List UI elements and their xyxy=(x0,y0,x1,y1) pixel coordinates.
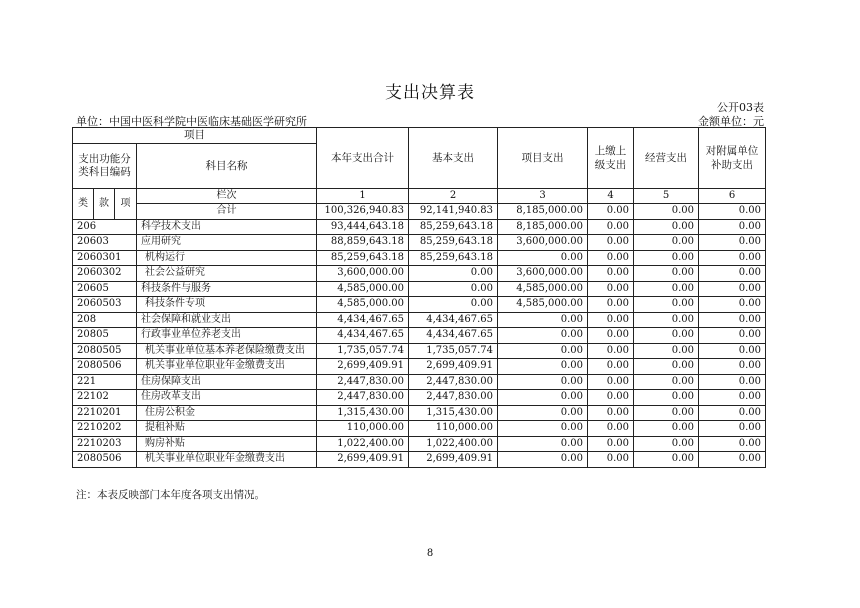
row-code: 2210202 xyxy=(73,421,137,437)
row-value: 85,259,643.18 xyxy=(409,219,498,235)
row-value: 0.00 xyxy=(588,421,634,437)
row-value: 0.00 xyxy=(634,390,699,406)
row-value: 0.00 xyxy=(634,374,699,390)
row-value: 8,185,000.00 xyxy=(498,219,588,235)
table-row xyxy=(73,359,766,375)
row-value: 4,434,467.65 xyxy=(317,312,409,328)
row-code: 20605 xyxy=(73,281,137,297)
row-name: 购房补贴 xyxy=(137,436,317,452)
row-name: 住房改革支出 xyxy=(137,390,317,406)
header-code: 支出功能分类科目编码 xyxy=(73,143,137,188)
row-value: 0.00 xyxy=(409,266,498,282)
header-basic: 基本支出 xyxy=(409,128,498,189)
table-row xyxy=(73,436,766,452)
row-value: 0.00 xyxy=(588,390,634,406)
row-value: 0.00 xyxy=(699,235,766,251)
header-subsidy: 对附属单位补助支出 xyxy=(699,128,766,189)
header-total: 本年支出合计 xyxy=(317,128,409,189)
header-lei: 类 xyxy=(73,188,94,219)
row-value: 0.00 xyxy=(699,436,766,452)
row-value: 0.00 xyxy=(699,312,766,328)
row-name: 科学技术支出 xyxy=(137,219,317,235)
row-value: 1,735,057.74 xyxy=(409,343,498,359)
row-code: 2060301 xyxy=(73,250,137,266)
row-value: 0.00 xyxy=(699,359,766,375)
row-value: 4,585,000.00 xyxy=(317,281,409,297)
row-value: 0.00 xyxy=(634,359,699,375)
row-name: 机关事业单位基本养老保险缴费支出 xyxy=(137,343,317,359)
row-value: 1,022,400.00 xyxy=(317,436,409,452)
total-label: 合计 xyxy=(137,204,317,220)
row-code: 20805 xyxy=(73,328,137,344)
row-value: 0.00 xyxy=(634,281,699,297)
row-value: 0.00 xyxy=(498,328,588,344)
col-num: 2 xyxy=(409,188,498,204)
row-value: 0.00 xyxy=(498,421,588,437)
table-row xyxy=(73,266,766,282)
header-xiang: 项 xyxy=(115,188,137,219)
row-value: 0.00 xyxy=(634,219,699,235)
header-business: 经营支出 xyxy=(634,128,699,189)
row-value: 1,315,430.00 xyxy=(317,405,409,421)
row-name: 行政事业单位养老支出 xyxy=(137,328,317,344)
total-row xyxy=(73,204,766,220)
row-code: 2080505 xyxy=(73,343,137,359)
row-value: 0.00 xyxy=(498,374,588,390)
row-value: 110,000.00 xyxy=(317,421,409,437)
row-value: 0.00 xyxy=(634,421,699,437)
row-value: 0.00 xyxy=(498,312,588,328)
table-row xyxy=(73,452,766,468)
row-value: 2,699,409.91 xyxy=(317,359,409,375)
row-value: 0.00 xyxy=(699,328,766,344)
row-name: 机构运行 xyxy=(137,250,317,266)
table-row xyxy=(73,405,766,421)
row-value: 0.00 xyxy=(498,452,588,468)
row-code: 206 xyxy=(73,219,137,235)
row-value: 0.00 xyxy=(699,390,766,406)
row-value: 0.00 xyxy=(588,297,634,313)
table-row xyxy=(73,421,766,437)
table-row xyxy=(73,235,766,251)
row-code: 2060302 xyxy=(73,266,137,282)
row-value: 2,699,409.91 xyxy=(409,359,498,375)
total-value: 8,185,000.00 xyxy=(498,204,588,220)
row-code: 2080506 xyxy=(73,452,137,468)
row-value: 0.00 xyxy=(498,436,588,452)
row-value: 1,022,400.00 xyxy=(409,436,498,452)
row-value: 0.00 xyxy=(588,312,634,328)
row-value: 3,600,000.00 xyxy=(498,266,588,282)
table-row xyxy=(73,343,766,359)
row-value: 0.00 xyxy=(699,452,766,468)
row-value: 0.00 xyxy=(634,235,699,251)
total-value: 92,141,940.83 xyxy=(409,204,498,220)
col-num: 6 xyxy=(699,188,766,204)
row-code: 2210201 xyxy=(73,405,137,421)
header-item: 项目 xyxy=(73,128,317,144)
header-kuan: 款 xyxy=(94,188,115,219)
row-value: 0.00 xyxy=(634,405,699,421)
row-value: 0.00 xyxy=(634,250,699,266)
col-num: 5 xyxy=(634,188,699,204)
header-name: 科目名称 xyxy=(137,143,317,188)
row-name: 住房公积金 xyxy=(137,405,317,421)
table-row xyxy=(73,374,766,390)
row-value: 2,447,830.00 xyxy=(317,374,409,390)
row-value: 0.00 xyxy=(409,281,498,297)
total-value: 0.00 xyxy=(699,204,766,220)
col-num: 1 xyxy=(317,188,409,204)
table-row xyxy=(73,390,766,406)
row-value: 0.00 xyxy=(699,266,766,282)
table-row xyxy=(73,219,766,235)
total-value: 100,326,940.83 xyxy=(317,204,409,220)
row-value: 0.00 xyxy=(699,374,766,390)
row-value: 0.00 xyxy=(498,390,588,406)
row-value: 4,585,000.00 xyxy=(498,281,588,297)
row-value: 4,585,000.00 xyxy=(498,297,588,313)
row-name: 提租补贴 xyxy=(137,421,317,437)
form-number: 公开03表 xyxy=(717,101,764,114)
row-value: 0.00 xyxy=(588,235,634,251)
table-row xyxy=(73,250,766,266)
row-value: 0.00 xyxy=(498,343,588,359)
row-value: 0.00 xyxy=(699,405,766,421)
row-value: 4,434,467.65 xyxy=(409,328,498,344)
row-name: 科技条件专项 xyxy=(137,297,317,313)
row-value: 0.00 xyxy=(699,250,766,266)
row-name: 机关事业单位职业年金缴费支出 xyxy=(137,359,317,375)
total-value: 0.00 xyxy=(588,204,634,220)
row-value: 4,585,000.00 xyxy=(317,297,409,313)
row-value: 2,447,830.00 xyxy=(317,390,409,406)
row-value: 0.00 xyxy=(588,266,634,282)
row-code: 2080506 xyxy=(73,359,137,375)
row-value: 0.00 xyxy=(498,250,588,266)
row-value: 2,447,830.00 xyxy=(409,374,498,390)
row-value: 0.00 xyxy=(498,405,588,421)
row-value: 0.00 xyxy=(588,452,634,468)
row-value: 0.00 xyxy=(588,359,634,375)
row-value: 0.00 xyxy=(588,328,634,344)
row-value: 0.00 xyxy=(409,297,498,313)
col-num: 3 xyxy=(498,188,588,204)
row-value: 3,600,000.00 xyxy=(317,266,409,282)
row-value: 88,859,643.18 xyxy=(317,235,409,251)
row-value: 0.00 xyxy=(588,250,634,266)
row-value: 0.00 xyxy=(588,281,634,297)
row-code: 22102 xyxy=(73,390,137,406)
header-row-1 xyxy=(73,128,766,144)
header-lanci: 栏次 xyxy=(137,188,317,204)
row-value: 0.00 xyxy=(588,436,634,452)
table-row xyxy=(73,328,766,344)
row-value: 0.00 xyxy=(634,266,699,282)
row-name: 住房保障支出 xyxy=(137,374,317,390)
table-row xyxy=(73,312,766,328)
expenditure-table xyxy=(72,127,766,468)
row-value: 1,315,430.00 xyxy=(409,405,498,421)
row-code: 20603 xyxy=(73,235,137,251)
row-code: 2210203 xyxy=(73,436,137,452)
row-value: 4,434,467.65 xyxy=(317,328,409,344)
row-value: 0.00 xyxy=(498,359,588,375)
row-code: 208 xyxy=(73,312,137,328)
row-value: 85,259,643.18 xyxy=(409,235,498,251)
header-project: 项目支出 xyxy=(498,128,588,189)
row-value: 2,699,409.91 xyxy=(317,452,409,468)
row-value: 0.00 xyxy=(634,297,699,313)
row-value: 0.00 xyxy=(588,219,634,235)
row-value: 0.00 xyxy=(634,452,699,468)
table-row xyxy=(73,297,766,313)
header-upper: 上缴上级支出 xyxy=(588,128,634,189)
header-row-4 xyxy=(73,188,766,204)
row-value: 0.00 xyxy=(699,421,766,437)
row-value: 0.00 xyxy=(699,219,766,235)
row-value: 0.00 xyxy=(588,374,634,390)
col-num: 4 xyxy=(588,188,634,204)
page-number: 8 xyxy=(426,548,434,559)
row-name: 机关事业单位职业年金缴费支出 xyxy=(137,452,317,468)
row-value: 0.00 xyxy=(699,281,766,297)
row-value: 2,447,830.00 xyxy=(409,390,498,406)
row-value: 0.00 xyxy=(588,343,634,359)
page-title: 支出决算表 xyxy=(385,83,475,103)
row-value: 93,444,643.18 xyxy=(317,219,409,235)
row-value: 2,699,409.91 xyxy=(409,452,498,468)
row-value: 0.00 xyxy=(699,297,766,313)
row-name: 应用研究 xyxy=(137,235,317,251)
row-value: 0.00 xyxy=(699,343,766,359)
row-value: 3,600,000.00 xyxy=(498,235,588,251)
row-value: 0.00 xyxy=(634,312,699,328)
row-code: 2060503 xyxy=(73,297,137,313)
currency-label: 金额单位：元 xyxy=(698,115,764,128)
row-name: 社会保障和就业支出 xyxy=(137,312,317,328)
row-value: 4,434,467.65 xyxy=(409,312,498,328)
row-value: 110,000.00 xyxy=(409,421,498,437)
row-value: 85,259,643.18 xyxy=(409,250,498,266)
row-code: 221 xyxy=(73,374,137,390)
row-value: 85,259,643.18 xyxy=(317,250,409,266)
row-value: 0.00 xyxy=(634,343,699,359)
total-value: 0.00 xyxy=(634,204,699,220)
table-row xyxy=(73,281,766,297)
row-value: 1,735,057.74 xyxy=(317,343,409,359)
table-note: 注：本表反映部门本年度各项支出情况。 xyxy=(76,489,265,501)
row-value: 0.00 xyxy=(634,328,699,344)
row-value: 0.00 xyxy=(634,436,699,452)
row-value: 0.00 xyxy=(588,405,634,421)
row-name: 社会公益研究 xyxy=(137,266,317,282)
row-name: 科技条件与服务 xyxy=(137,281,317,297)
unit-label: 单位：中国中医科学院中医临床基础医学研究所 xyxy=(76,115,307,128)
